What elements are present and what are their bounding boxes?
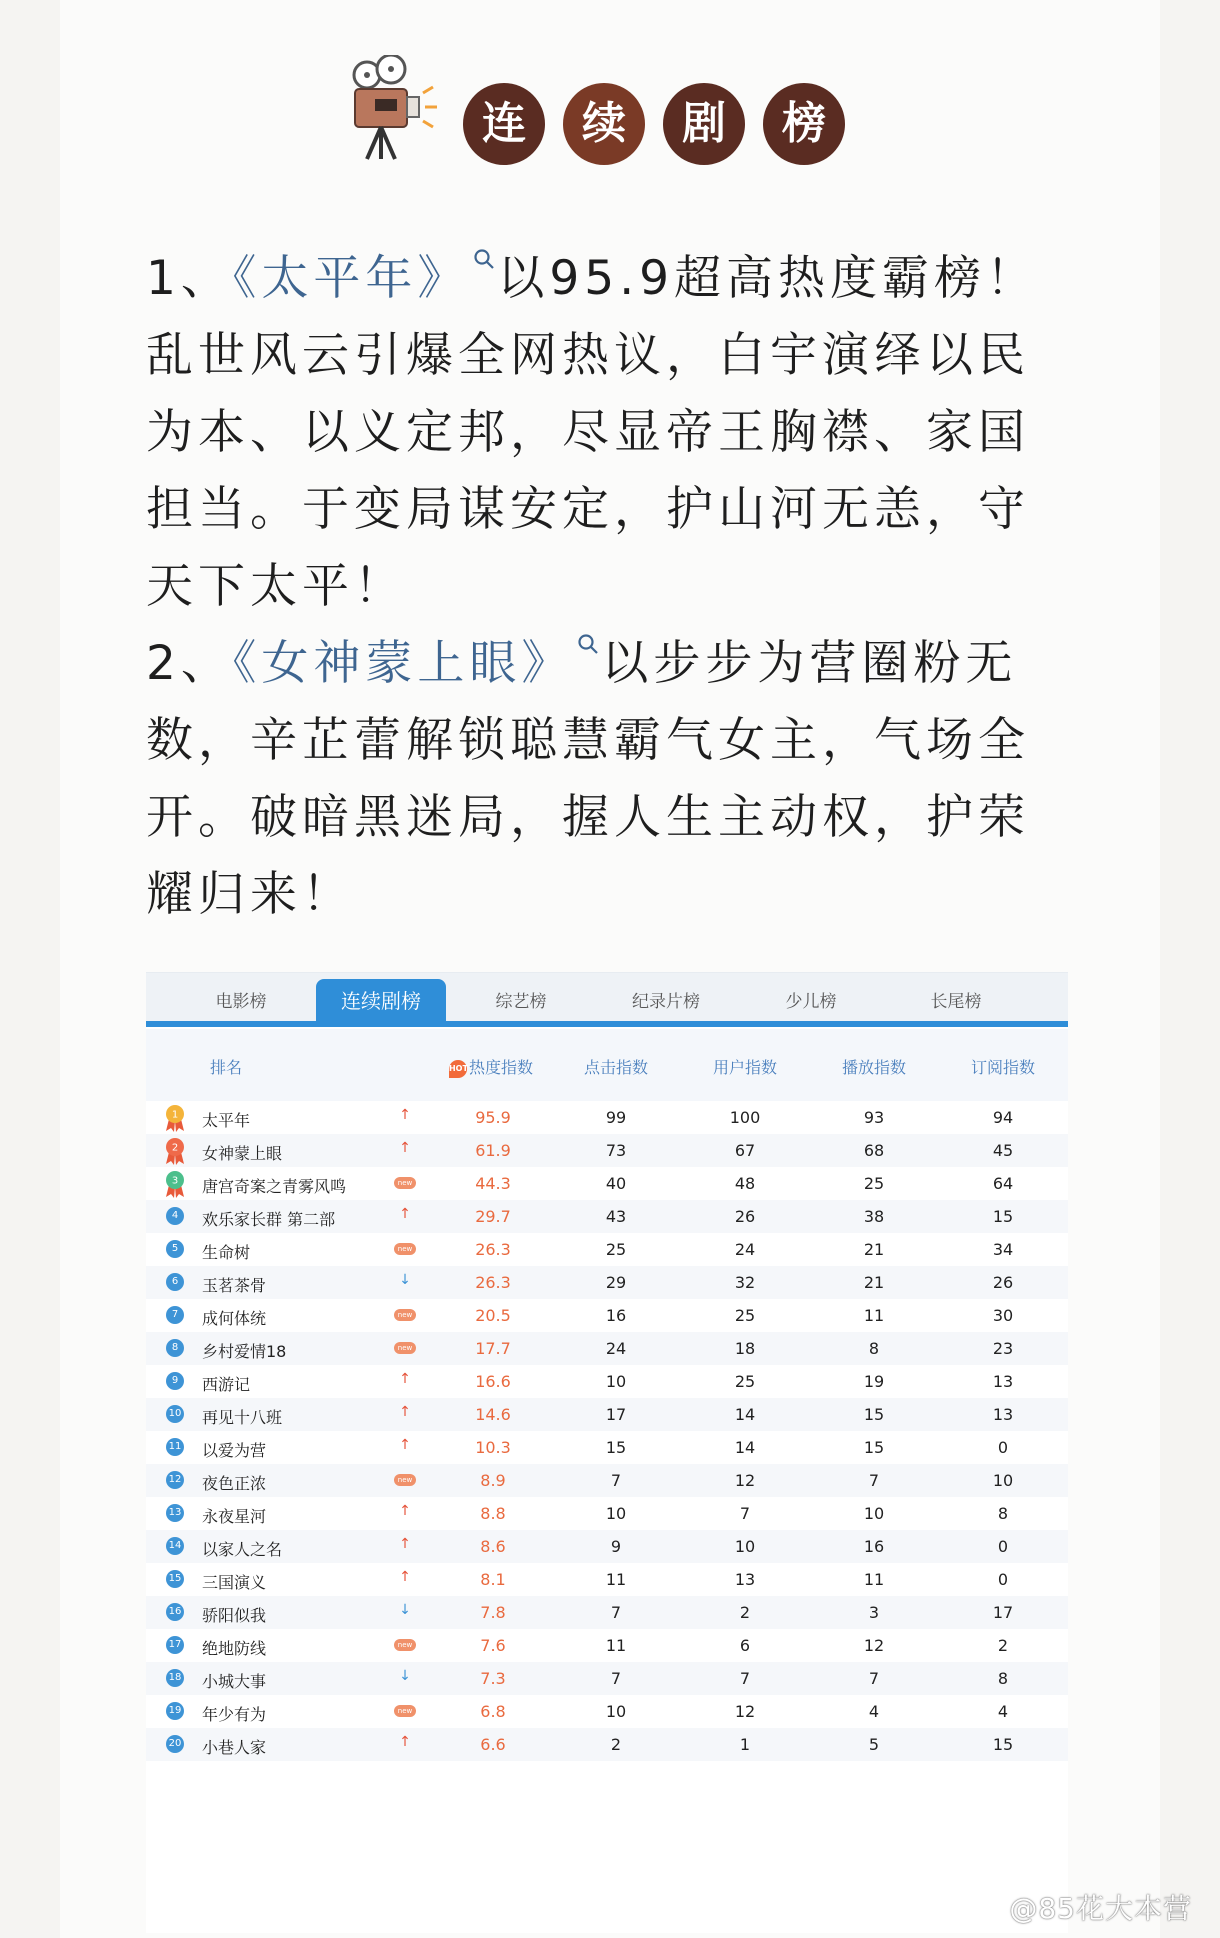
- cell-play: 7: [868, 1669, 880, 1688]
- trend-down-icon: ↓: [399, 1668, 411, 1684]
- rank-badge: 9: [166, 1372, 184, 1390]
- trend-down-icon: ↓: [399, 1602, 411, 1618]
- rank-badge: 12: [166, 1471, 184, 1489]
- cell-play: 10: [863, 1504, 885, 1523]
- trend-up-icon: ↑: [399, 1206, 411, 1222]
- cell-click: 40: [605, 1174, 627, 1193]
- show-name[interactable]: 太平年: [202, 1111, 251, 1130]
- cell-click: 25: [605, 1240, 627, 1259]
- show-name[interactable]: 绝地防线: [202, 1639, 267, 1658]
- rank-badge: 10: [166, 1405, 184, 1423]
- section-header: [345, 55, 905, 165]
- cell-user: 1: [739, 1735, 751, 1754]
- cell-play: 93: [863, 1108, 885, 1127]
- show-name[interactable]: 夜色正浓: [202, 1474, 267, 1493]
- header-badge: 续: [563, 83, 645, 165]
- cell-sub: 0: [997, 1570, 1009, 1589]
- cell-heat: 7.8: [480, 1603, 506, 1622]
- paragraph-2: [146, 625, 1066, 933]
- search-icon[interactable]: [577, 633, 599, 655]
- tab-kids[interactable]: 少儿榜: [785, 992, 837, 1012]
- rank-badge: 16: [166, 1603, 184, 1621]
- table-row[interactable]: [146, 1530, 1068, 1563]
- cell-sub: 26: [992, 1273, 1014, 1292]
- hot-icon: HOT: [449, 1060, 467, 1078]
- cell-sub: 0: [997, 1438, 1009, 1457]
- show-name[interactable]: 欢乐家长群 第二部: [202, 1210, 336, 1229]
- cell-play: 12: [863, 1636, 885, 1655]
- item-number: 1、: [146, 251, 233, 306]
- trend-up-icon: ↑: [399, 1536, 411, 1552]
- cell-play: 8: [868, 1339, 880, 1358]
- rank-badge: 4: [166, 1207, 184, 1225]
- rank-badge: 18: [166, 1669, 184, 1687]
- paragraph-text: 以95.9超高热度霸榜！乱世风云引爆全网热议，白宇演绎以民为本、以义定邦，尽显帝王胸襟、家国担当。于变局谋安定，护山河无恙，守天下太平！: [146, 251, 1039, 614]
- cell-click: 16: [605, 1306, 627, 1325]
- cell-sub: 4: [997, 1702, 1009, 1721]
- cell-click: 29: [605, 1273, 627, 1292]
- show-name[interactable]: 唐宫奇案之青雾风鸣: [202, 1177, 347, 1196]
- rank-badge: 19: [166, 1702, 184, 1720]
- cell-user: 12: [734, 1471, 756, 1490]
- cell-heat: 44.3: [475, 1174, 511, 1193]
- table-row[interactable]: [146, 1629, 1068, 1662]
- rank-badge: 11: [166, 1438, 184, 1456]
- cell-heat: 14.6: [475, 1405, 511, 1424]
- show-name[interactable]: 三国演义: [202, 1573, 267, 1592]
- show-name[interactable]: 永夜星河: [202, 1507, 267, 1526]
- show-name[interactable]: 生命树: [202, 1243, 251, 1262]
- trend-up-icon: ↑: [399, 1569, 411, 1585]
- table-row[interactable]: [146, 1662, 1068, 1695]
- tab-movie[interactable]: 电影榜: [215, 992, 267, 1012]
- cell-heat: 7.6: [480, 1636, 506, 1655]
- show-name[interactable]: 成何体统: [202, 1309, 267, 1328]
- col-click: 点击指数: [583, 1058, 648, 1077]
- cell-play: 68: [863, 1141, 885, 1160]
- cell-sub: 15: [992, 1207, 1014, 1226]
- cell-sub: 15: [992, 1735, 1014, 1754]
- show-name[interactable]: 玉茗茶骨: [202, 1276, 267, 1295]
- tab-underline: [146, 1021, 1068, 1027]
- cell-click: 10: [605, 1372, 627, 1391]
- table-row[interactable]: [146, 1200, 1068, 1233]
- cell-user: 2: [739, 1603, 751, 1622]
- trend-up-icon: ↑: [399, 1437, 411, 1453]
- cell-sub: 17: [992, 1603, 1014, 1622]
- show-name[interactable]: 乡村爱情18: [202, 1342, 287, 1361]
- show-name[interactable]: 再见十八班: [202, 1408, 283, 1427]
- table-row[interactable]: [146, 1728, 1068, 1761]
- medal-icon: [162, 1103, 188, 1133]
- new-badge-icon: new: [394, 1474, 416, 1486]
- cell-heat: 17.7: [475, 1339, 511, 1358]
- cell-heat: 6.6: [480, 1735, 506, 1754]
- header-badge: 剧: [663, 83, 745, 165]
- table-row[interactable]: [146, 1563, 1068, 1596]
- cell-user: 13: [734, 1570, 756, 1589]
- cell-sub: 2: [997, 1636, 1009, 1655]
- tab-documentary[interactable]: 纪录片榜: [632, 992, 700, 1012]
- cell-sub: 13: [992, 1372, 1014, 1391]
- cell-play: 19: [863, 1372, 885, 1391]
- rank-badge: 17: [166, 1636, 184, 1654]
- rank-badge: 14: [166, 1537, 184, 1555]
- cell-heat: 6.8: [480, 1702, 506, 1721]
- show-name[interactable]: 西游记: [202, 1375, 251, 1394]
- cell-heat: 26.3: [475, 1273, 511, 1292]
- rank-badge: 15: [166, 1570, 184, 1588]
- cell-play: 16: [863, 1537, 885, 1556]
- cell-play: 38: [863, 1207, 885, 1226]
- ranking-board: [146, 972, 1068, 1933]
- cell-click: 7: [610, 1471, 622, 1490]
- table-row[interactable]: [146, 1134, 1068, 1167]
- cell-play: 5: [868, 1735, 880, 1754]
- show-name[interactable]: 骄阳似我: [202, 1606, 267, 1625]
- new-badge-icon: new: [394, 1243, 416, 1255]
- table-row[interactable]: [146, 1695, 1068, 1728]
- tab-variety[interactable]: 综艺榜: [495, 992, 547, 1012]
- col-play: 播放指数: [841, 1058, 906, 1077]
- cell-heat: 8.6: [480, 1537, 506, 1556]
- table-header: [146, 1029, 1068, 1101]
- cell-user: 26: [734, 1207, 756, 1226]
- title-link[interactable]: 《太平年》: [232, 251, 470, 306]
- cell-heat: 95.9: [475, 1108, 511, 1127]
- cell-heat: 7.3: [480, 1669, 506, 1688]
- table-row[interactable]: [146, 1596, 1068, 1629]
- table-row[interactable]: [146, 1431, 1068, 1464]
- cell-heat: 8.1: [480, 1570, 506, 1589]
- table-row[interactable]: [146, 1101, 1068, 1134]
- trend-down-icon: ↓: [399, 1272, 411, 1288]
- new-badge-icon: new: [394, 1639, 416, 1651]
- table-row[interactable]: [146, 1266, 1068, 1299]
- rank-badge: 6: [166, 1273, 184, 1291]
- table-row[interactable]: [146, 1365, 1068, 1398]
- medal-rank: 3: [171, 1175, 179, 1187]
- cell-sub: 0: [997, 1537, 1009, 1556]
- medal-icon: [162, 1136, 188, 1166]
- cell-click: 10: [605, 1702, 627, 1721]
- trend-up-icon: ↑: [399, 1140, 411, 1156]
- film-projector-icon: [345, 55, 455, 165]
- new-badge-icon: new: [394, 1342, 416, 1354]
- tab-longtail[interactable]: 长尾榜: [930, 992, 982, 1012]
- cell-sub: 10: [992, 1471, 1014, 1490]
- cell-sub: 8: [997, 1504, 1009, 1523]
- show-name[interactable]: 以爱为营: [202, 1441, 267, 1460]
- table-row[interactable]: [146, 1398, 1068, 1431]
- table-row[interactable]: [146, 1332, 1068, 1365]
- cell-user: 14: [734, 1405, 756, 1424]
- cell-play: 15: [863, 1405, 885, 1424]
- table-row[interactable]: [146, 1167, 1068, 1200]
- table-row[interactable]: [146, 1233, 1068, 1266]
- search-icon[interactable]: [473, 248, 495, 270]
- rank-badge: 8: [166, 1339, 184, 1357]
- cell-heat: 20.5: [475, 1306, 511, 1325]
- cell-user: 25: [734, 1372, 756, 1391]
- cell-heat: 61.9: [475, 1141, 511, 1160]
- cell-user: 7: [739, 1669, 751, 1688]
- table-row[interactable]: [146, 1497, 1068, 1530]
- cell-heat: 29.7: [475, 1207, 511, 1226]
- trend-up-icon: ↑: [399, 1503, 411, 1519]
- col-rank: 排名: [209, 1058, 242, 1077]
- show-name[interactable]: 年少有为: [202, 1705, 267, 1724]
- table-row[interactable]: [146, 1464, 1068, 1497]
- cell-click: 17: [605, 1405, 627, 1424]
- cell-sub: 8: [997, 1669, 1009, 1688]
- show-name[interactable]: 小巷人家: [202, 1738, 267, 1757]
- col-sub: 订阅指数: [970, 1058, 1035, 1077]
- cell-click: 43: [605, 1207, 627, 1226]
- title-link[interactable]: 《女神蒙上眼》: [232, 636, 574, 691]
- cell-play: 4: [868, 1702, 880, 1721]
- header-badge: 榜: [763, 83, 845, 165]
- cell-heat: 16.6: [475, 1372, 511, 1391]
- cell-user: 6: [739, 1636, 751, 1655]
- trend-up-icon: ↑: [399, 1107, 411, 1123]
- header-badge: 连: [463, 83, 545, 165]
- cell-sub: 94: [992, 1108, 1014, 1127]
- cell-heat: 10.3: [475, 1438, 511, 1457]
- rank-badge: 7: [166, 1306, 184, 1324]
- col-heat-label: 热度指数: [468, 1058, 533, 1077]
- cell-sub: 34: [992, 1240, 1014, 1259]
- table-row[interactable]: [146, 1299, 1068, 1332]
- show-name[interactable]: 女神蒙上眼: [202, 1144, 283, 1163]
- cell-click: 11: [605, 1636, 627, 1655]
- cell-click: 99: [605, 1108, 627, 1127]
- paragraph-1: [146, 240, 1066, 625]
- cell-play: 3: [868, 1603, 880, 1622]
- cell-user: 14: [734, 1438, 756, 1457]
- cell-user: 48: [734, 1174, 756, 1193]
- show-name[interactable]: 以家人之名: [202, 1540, 283, 1559]
- cell-user: 25: [734, 1306, 756, 1325]
- cell-play: 11: [863, 1306, 885, 1325]
- cell-play: 7: [868, 1471, 880, 1490]
- cell-user: 7: [739, 1504, 751, 1523]
- category-tabs: [146, 973, 1068, 1025]
- rank-badge: 20: [166, 1735, 184, 1753]
- cell-sub: 23: [992, 1339, 1014, 1358]
- col-user: 用户指数: [712, 1058, 777, 1077]
- cell-click: 10: [605, 1504, 627, 1523]
- cell-user: 12: [734, 1702, 756, 1721]
- cell-play: 15: [863, 1438, 885, 1457]
- trend-up-icon: ↑: [399, 1404, 411, 1420]
- cell-sub: 64: [992, 1174, 1014, 1193]
- trend-up-icon: ↑: [399, 1371, 411, 1387]
- cell-sub: 30: [992, 1306, 1014, 1325]
- new-badge-icon: new: [394, 1309, 416, 1321]
- cell-click: 7: [610, 1669, 622, 1688]
- rank-badge: 13: [166, 1504, 184, 1522]
- cell-heat: 8.9: [480, 1471, 506, 1490]
- cell-click: 9: [610, 1537, 622, 1556]
- medal-rank: 2: [171, 1142, 179, 1154]
- cell-click: 11: [605, 1570, 627, 1589]
- cell-heat: 8.8: [480, 1504, 506, 1523]
- cell-user: 67: [734, 1141, 756, 1160]
- cell-sub: 13: [992, 1405, 1014, 1424]
- cell-user: 32: [734, 1273, 756, 1292]
- medal-icon: [162, 1169, 188, 1199]
- col-heat: [436, 1055, 546, 1078]
- medal-rank: 1: [171, 1109, 179, 1121]
- cell-click: 24: [605, 1339, 627, 1358]
- show-name[interactable]: 小城大事: [202, 1672, 267, 1691]
- item-number: 2、: [146, 636, 233, 691]
- new-badge-icon: new: [394, 1705, 416, 1717]
- cell-user: 100: [729, 1108, 761, 1127]
- cell-play: 21: [863, 1240, 885, 1259]
- cell-user: 18: [734, 1339, 756, 1358]
- new-badge-icon: new: [394, 1177, 416, 1189]
- rank-badge: 5: [166, 1240, 184, 1258]
- cell-sub: 45: [992, 1141, 1014, 1160]
- cell-click: 2: [610, 1735, 622, 1754]
- paragraph-text: 以步步为营圈粉无数，辛芷蕾解锁聪慧霸气女主，气场全开。破暗黑迷局，握人生主动权，护荣耀归来！: [146, 636, 1030, 922]
- watermark: @85花大本营: [1009, 1892, 1192, 1925]
- cell-click: 7: [610, 1603, 622, 1622]
- cell-click: 73: [605, 1141, 627, 1160]
- cell-play: 25: [863, 1174, 885, 1193]
- cell-user: 10: [734, 1537, 756, 1556]
- tab-series[interactable]: 连续剧榜: [316, 979, 446, 1025]
- cell-click: 15: [605, 1438, 627, 1457]
- cell-play: 11: [863, 1570, 885, 1589]
- cell-heat: 26.3: [475, 1240, 511, 1259]
- cell-user: 24: [734, 1240, 756, 1259]
- trend-up-icon: ↑: [399, 1734, 411, 1750]
- cell-play: 21: [863, 1273, 885, 1292]
